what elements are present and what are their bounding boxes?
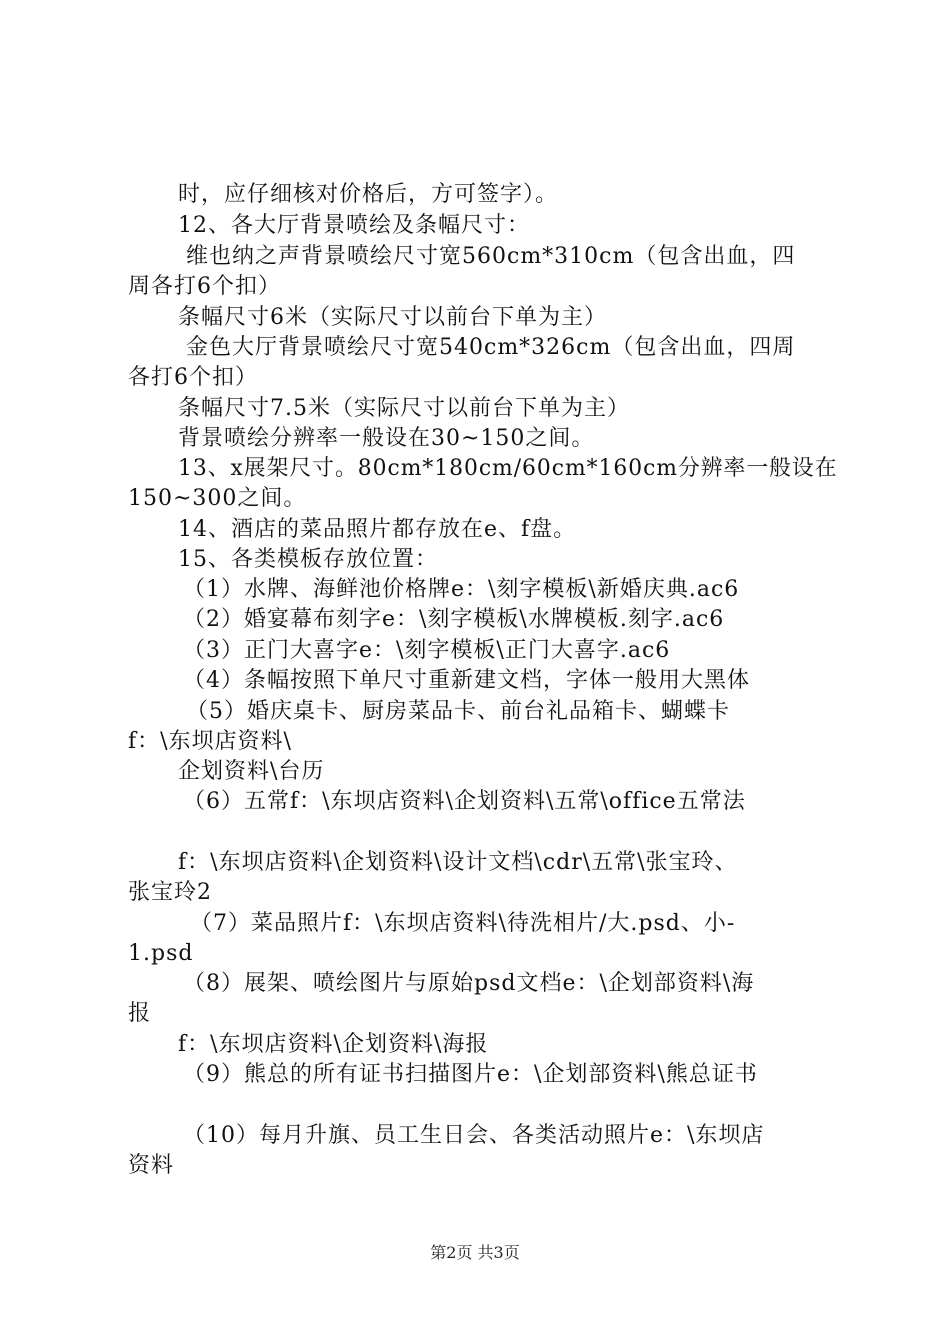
text-line: （1）水牌、海鲜池价格牌e：\刻字模板\新婚庆典.ac6 <box>183 577 740 602</box>
text-line: （8）展架、喷绘图片与原始psd文档e：\企划部资料\海 <box>183 971 755 996</box>
text-line: 资料 <box>128 1153 175 1178</box>
text-line: f：\东坝店资料\ <box>128 729 292 754</box>
text-line: 150~300之间。 <box>128 486 307 511</box>
text-line: 金色大厅背景喷绘尺寸宽540cm*326cm（包含出血，四周 <box>186 335 796 360</box>
text-line: （7）菜品照片f：\东坝店资料\待洗相片/大.psd、小- <box>190 911 736 936</box>
text-line: 12、各大厅背景喷绘及条幅尺寸： <box>178 213 530 238</box>
text-line: 维也纳之声背景喷绘尺寸宽560cm*310cm（包含出血，四 <box>186 244 796 269</box>
text-line: 周各打6个扣） <box>128 274 281 299</box>
text-line: （3）正门大喜字e：\刻字模板\正门大喜字.ac6 <box>183 638 671 663</box>
text-line: 张宝玲2 <box>128 880 212 905</box>
text-line: 15、各类模板存放位置： <box>178 547 438 572</box>
text-line: f：\东坝店资料\企划资料\海报 <box>178 1032 489 1057</box>
text-line: 报 <box>128 1001 152 1026</box>
text-line: （2）婚宴幕布刻字e：\刻字模板\水牌模板.刻字.ac6 <box>183 607 725 632</box>
text-line: f：\东坝店资料\企划资料\设计文档\cdr\五常\张宝玲、 <box>178 850 738 875</box>
page-number-footer: 第2页 共3页 <box>430 1243 520 1262</box>
text-line: 各打6个扣） <box>128 365 258 390</box>
text-line: 1.psd <box>128 941 194 966</box>
text-line: 企划资料\台历 <box>178 759 325 784</box>
text-line: 14、酒店的菜品照片都存放在e、f盘。 <box>178 517 577 542</box>
text-line: （10）每月升旗、员工生日会、各类活动照片e：\东坝店 <box>183 1123 765 1148</box>
text-line: 13、x展架尺寸。80cm*180cm/60cm*160cm分辨率一般设在 <box>178 456 838 481</box>
text-line: 条幅尺寸7.5米（实际尺寸以前台下单为主） <box>178 396 630 421</box>
text-line: 背景喷绘分辨率一般设在30~150之间。 <box>178 426 595 451</box>
text-line: 时，应仔细核对价格后，方可签字）。 <box>178 182 559 207</box>
text-line: （5）婚庆桌卡、厨房菜品卡、前台礼品箱卡、蝴蝶卡 <box>186 699 730 724</box>
text-line: （4）条幅按照下单尺寸重新建文档，字体一般用大黑体 <box>183 668 750 693</box>
text-line: （6）五常f：\东坝店资料\企划资料\五常\office五常法 <box>183 789 746 814</box>
text-line: 条幅尺寸6米（实际尺寸以前台下单为主） <box>178 305 607 330</box>
text-line: （9）熊总的所有证书扫描图片e：\企划部资料\熊总证书 <box>183 1062 758 1087</box>
